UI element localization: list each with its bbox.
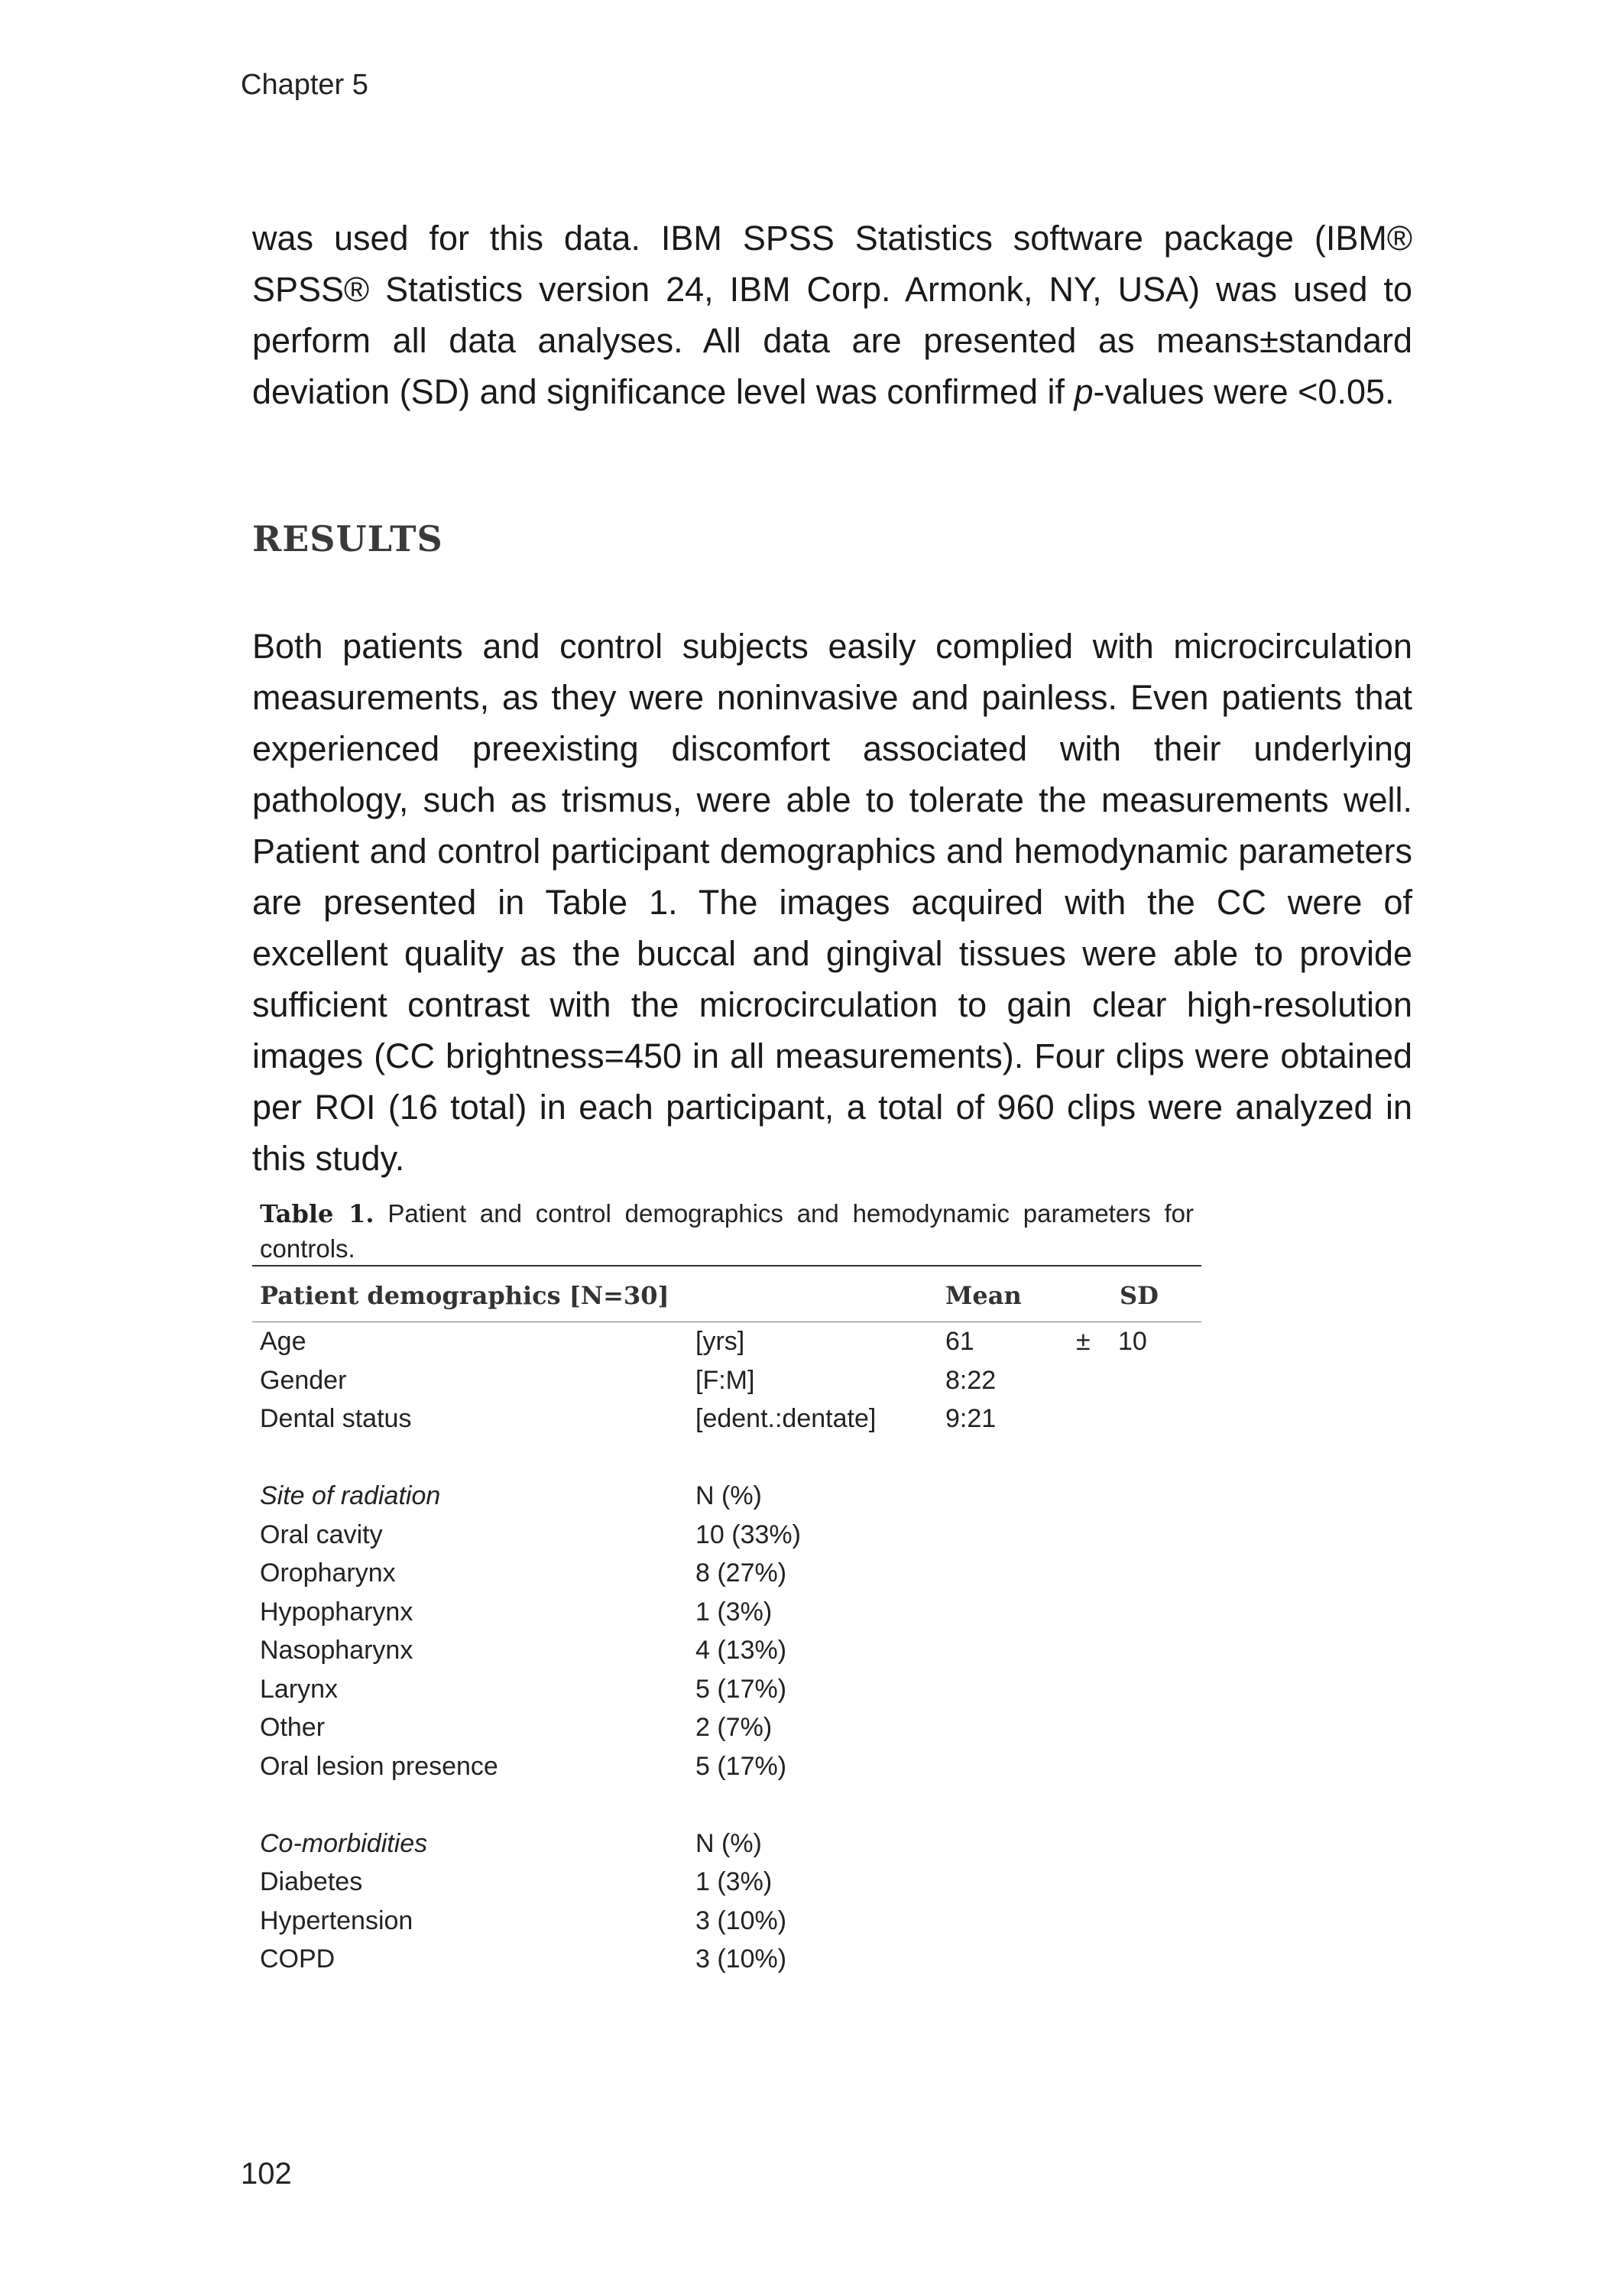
table-row bbox=[260, 1361, 1201, 1400]
row-value: 1 (3%) bbox=[695, 1597, 773, 1627]
radiation-subheading: Site of radiation bbox=[260, 1481, 441, 1510]
table-row bbox=[260, 1593, 1201, 1632]
row-value: 4 (13%) bbox=[695, 1636, 787, 1665]
row-label: Gender bbox=[260, 1365, 347, 1395]
methods-paragraph-end: -values were <0.05. bbox=[1093, 372, 1395, 411]
row-label: COPD bbox=[260, 1944, 335, 1974]
p-value-italic: p bbox=[1074, 372, 1094, 411]
row-value: 3 (10%) bbox=[695, 1944, 787, 1974]
row-unit: [F:M] bbox=[695, 1365, 755, 1395]
row-label: Nasopharynx bbox=[260, 1636, 413, 1665]
row-label: Oropharynx bbox=[260, 1558, 396, 1588]
table-row bbox=[260, 1708, 1201, 1747]
page-number: 102 bbox=[241, 2157, 292, 2191]
row-unit: [yrs] bbox=[695, 1327, 745, 1356]
radiation-unit: N (%) bbox=[695, 1481, 762, 1510]
table-row bbox=[260, 1322, 1201, 1361]
row-label: Age bbox=[260, 1327, 306, 1356]
row-value: 1 (3%) bbox=[695, 1867, 773, 1896]
table-spacer bbox=[260, 1785, 1201, 1824]
table-row bbox=[260, 1670, 1201, 1709]
row-value: 8 (27%) bbox=[695, 1558, 787, 1588]
table-row bbox=[260, 1554, 1201, 1593]
row-mean: 9:21 bbox=[945, 1404, 997, 1433]
running-head: Chapter 5 bbox=[241, 69, 368, 101]
comorbidities-subheading: Co-morbidities bbox=[260, 1828, 428, 1858]
table-row bbox=[260, 1940, 1201, 1979]
row-label: Dental status bbox=[260, 1404, 412, 1433]
table-row bbox=[260, 1902, 1201, 1941]
table-row bbox=[260, 1747, 1201, 1786]
row-mean: 61 bbox=[945, 1327, 974, 1356]
row-label: Oral lesion presence bbox=[260, 1751, 498, 1781]
row-label: Hypopharynx bbox=[260, 1597, 413, 1627]
results-heading: RESULTS bbox=[252, 518, 443, 559]
table-header-demographics: Patient demographics [N=30] bbox=[260, 1281, 669, 1310]
methods-paragraph-text: was used for this data. IBM SPSS Statistics software package (IBM® SPSS® Statistics version 24, IBM Corp. Armonk, NY, USA) was used to perform all data analyses. All data are presented as means±standard deviation (SD) and significance level was confirmed if bbox=[252, 219, 1412, 411]
table-caption-label: Table 1. bbox=[260, 1199, 374, 1228]
row-label: Hypertension bbox=[260, 1905, 413, 1935]
table-caption bbox=[260, 1196, 1194, 1266]
demographics-table-body bbox=[260, 1322, 1201, 1979]
row-value: 3 (10%) bbox=[695, 1905, 787, 1935]
table-row bbox=[260, 1631, 1201, 1670]
row-value: 2 (7%) bbox=[695, 1713, 773, 1742]
table-caption-text: Patient and control demographics and hemodynamic parameters for controls. bbox=[260, 1199, 1194, 1263]
row-label: Other bbox=[260, 1713, 326, 1742]
row-label: Diabetes bbox=[260, 1867, 363, 1896]
row-unit: [edent.:dentate] bbox=[695, 1404, 877, 1433]
row-label: Larynx bbox=[260, 1674, 339, 1704]
table-header-sd: SD bbox=[1120, 1281, 1159, 1310]
comorbidities-unit: N (%) bbox=[695, 1828, 762, 1858]
table-subheading-row bbox=[260, 1824, 1201, 1863]
row-value: 5 (17%) bbox=[695, 1751, 787, 1781]
row-value: 5 (17%) bbox=[695, 1674, 787, 1704]
row-mean: 8:22 bbox=[945, 1365, 997, 1395]
table-header-mean: Mean bbox=[945, 1281, 1022, 1310]
table-row bbox=[260, 1863, 1201, 1902]
table-row bbox=[260, 1399, 1201, 1438]
table-spacer bbox=[260, 1438, 1201, 1477]
results-paragraph: Both patients and control subjects easily complied with microcirculation measurements, as they were noninvasive and painless. Even patients that experienced preexisting discomfort associated with their underlying pathology, such as trismus, were able to tolerate the measurements well. Patient and control participant demographics and hemodynamic parameters are presented in Table 1. The images acquired with the CC were of excellent quality as the buccal and gingival tissues were able to provide sufficient contrast with the microcirculation to gain clear high-resolution images (CC brightness=450 in all measurements). Four clips were obtained per ROI (16 total) in each participant, a total of 960 clips were analyzed in this study. bbox=[252, 627, 1412, 1178]
row-label: Oral cavity bbox=[260, 1519, 383, 1549]
table-subheading-row bbox=[260, 1477, 1201, 1516]
methods-paragraph bbox=[252, 212, 1412, 417]
table-row bbox=[260, 1516, 1201, 1555]
table-top-rule bbox=[252, 1265, 1201, 1267]
row-plus-minus: ± bbox=[1076, 1327, 1091, 1356]
row-sd: 10 bbox=[1118, 1327, 1147, 1356]
row-value: 10 (33%) bbox=[695, 1519, 801, 1549]
